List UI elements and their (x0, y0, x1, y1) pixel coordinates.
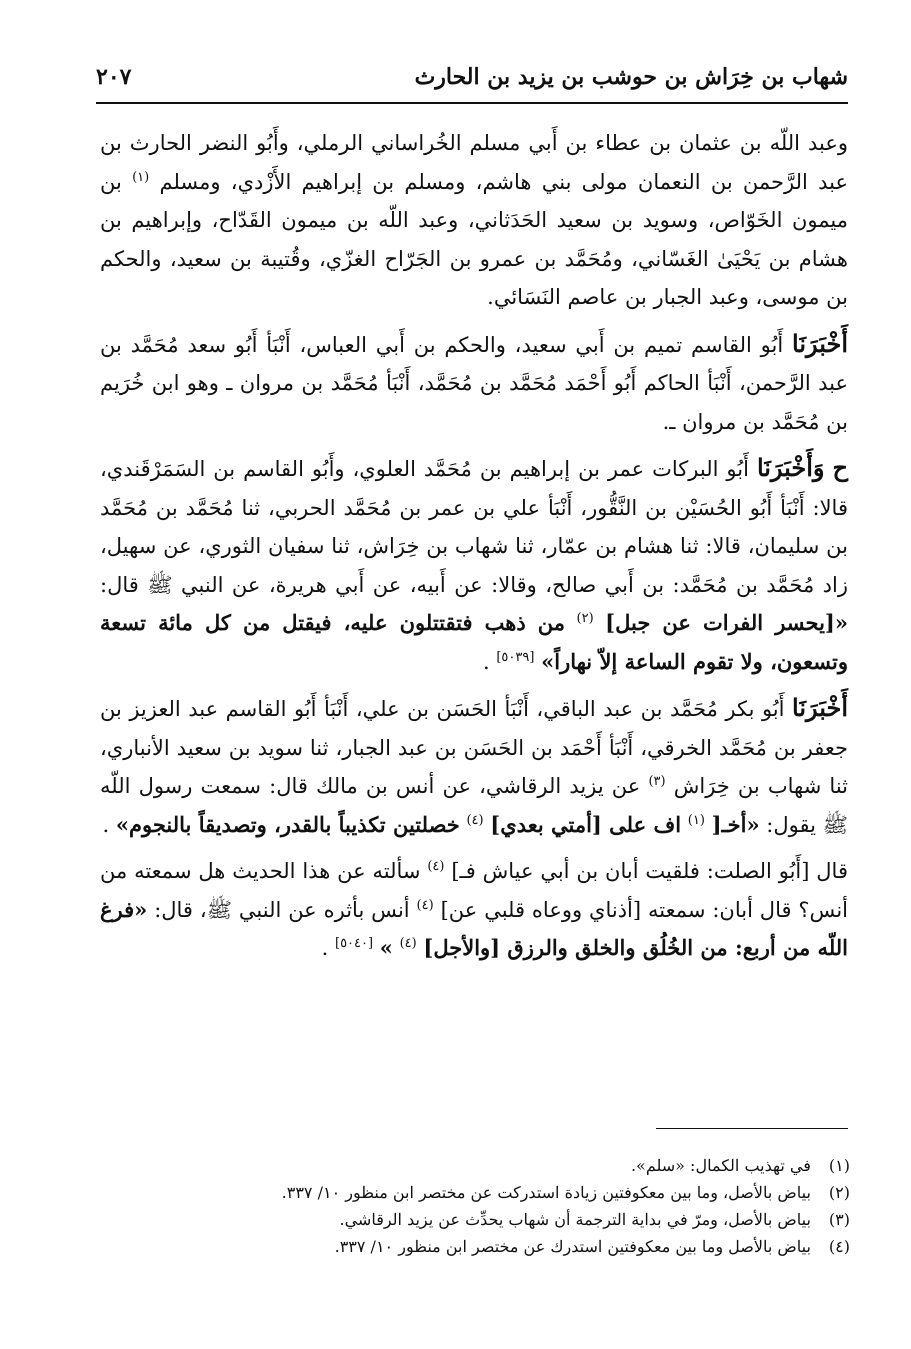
chain-lead-word: أَخْبَرَنَا (792, 693, 848, 722)
footnote-number: (٤) (828, 1237, 850, 1256)
footnote-number: (٢) (828, 1183, 850, 1202)
sentence-end: . (321, 936, 329, 960)
hadith-text: » (379, 935, 393, 960)
paragraph-text: أَبُو البركات عمر بن إبراهيم بن مُحَمَّد العلوي، وأَبُو القاسم بن السَمَرْقَندي، قالا: أَنْبَأ أَبُو الحُسَيْن بن النَّقُّور، أَنْبَأ علي بن عمر بن مُحَمَّد الحربي، ثنا مُحَمَّد بن مُحَمَّد بن سليمان، قالا: ثنا هشام بن عمّار، ثنا شهاب بن خِرَاش، ثنا سفيان الثوري، عن سهيل، زاد مُحَمَّد بن مُحَمَّد: بن أَبي صالح، وقالا: عن أَبيه، عن أَبي هريرة، عن النبي ﷺ قال: (100, 457, 848, 597)
footnote-ref: (٣) (648, 774, 666, 789)
paragraph-text: سألته عن هذا الحديث هل سمعته من أنس؟ قال أبان: سمعته [أذناي ووعاه قلبي عن] (100, 859, 848, 922)
footnote-item (160, 1233, 850, 1260)
header-title: شهاب بن خِرَاش بن حوشب بن يزيد بن الحارث (414, 64, 848, 90)
main-text (100, 124, 848, 976)
footnote-number: (٣) (828, 1210, 850, 1229)
hadith-text: اف على [أمتي بعدي] (490, 811, 682, 837)
hadith-text: «فرغ اللّه من أربع: من الخُلُق والخلق والرزق [والأجل] (100, 896, 848, 960)
footnote-number: (١) (828, 1156, 850, 1175)
hadith-number: [٥٠٤٠] (334, 936, 374, 951)
footnote-ref: (١) (132, 169, 150, 185)
paragraph-text: قال [أَبُو الصلت: فلقيت أبان بن أبي عياش فـ] (451, 859, 848, 883)
footnote-text: في تهذيب الكمال: «سلم». (630, 1156, 811, 1175)
chain-lead-word: أَخْبَرَنَا (792, 328, 848, 358)
footnote-text: بياض بالأصل وما بين معكوفتين استدرك عن مختصر ابن منظور ١٠/ ٣٣٧. (334, 1237, 811, 1256)
footnote-ref: (٤) (427, 859, 445, 874)
footnote-ref: (٢) (576, 611, 594, 626)
paragraph-text: أَبُو القاسم تميم بن أَبي سعيد، والحكم بن أَبي العباس، أَنْبَأ أَبُو سعد مُحَمَّد بن عبد الرَّحمن، أَنْبَأ الحاكم أَبُو أَحْمَد مُحَمَّد بن مُحَمَّد، أَنْبَأ مُحَمَّد بن مروان ـ وهو ابن خُرَيم بن مُحَمَّد بن مروان ـ. (100, 332, 848, 434)
hadith-text: خصلتين تكذيباً بالقدر، وتصديقاً بالنجوم» (115, 811, 460, 837)
paragraph-3 (100, 449, 848, 681)
hadith-number: [٥٠٣٩] (496, 649, 535, 665)
footnote-text: بياض بالأصل، وما بين معكوفتين زيادة استدركت عن مختصر ابن منظور ١٠/ ٣٣٧. (281, 1183, 811, 1202)
sentence-end: . (482, 649, 490, 674)
footnote-item (160, 1206, 850, 1233)
footnotes (160, 1152, 850, 1260)
paragraph-2 (100, 325, 848, 442)
footnote-divider (656, 1128, 848, 1129)
footnote-ref: (٤) (416, 897, 434, 913)
chain-lead-word: وَأَخْبَرَنَا (756, 453, 825, 482)
paragraph-5 (100, 852, 848, 968)
paragraph-1 (100, 124, 848, 317)
chain-prefix: ح (832, 453, 848, 482)
paragraph-text: عن يزيد الرقاشي، عن أنس بن مالك قال: سمعت رسول اللّه ﷺ يقول: (100, 774, 848, 837)
footnote-text: بياض بالأصل، ومرّ في بداية الترجمة أن شهاب يحدِّث عن يزيد الرقاشي. (339, 1210, 811, 1229)
footnote-item (160, 1179, 850, 1206)
paragraph-text: وعبد اللّه بن عثمان بن عطاء بن أَبي مسلم الخُراساني الرملي، وأَبُو النضر الحارث بن عبد الرَّحمن بن النعمان مولى بني هاشم، ومسلم بن إبراهيم الأَزْدي، ومسلم (100, 131, 848, 194)
footnote-ref: (٤) (466, 812, 484, 828)
sentence-end: . (102, 812, 110, 837)
footnote-item (160, 1152, 850, 1179)
hadith-text: من ذهب فتقتتلون عليه، فيقتل من كل مائة تسعة وتسعون، ولا تقوم الساعة إلاّ نهاراً» (100, 610, 848, 674)
page-number: ٢٠٧ (96, 64, 132, 90)
paragraph-4 (100, 689, 848, 844)
footnote-ref: (٤) (399, 936, 417, 951)
paragraph-text: بن ميمون الخَوّاص، وسويد بن سعيد الحَدَثاني، وعبد اللّه بن ميمون القَدّاح، وإبراهيم بن هشام بن يَحْيَىٰ الغَسّاني، ومُحَمَّد بن عمرو بن الجَرّاح الغزّي، وقُتيبة بن سعيد، والحكم بن موسى، وعبد الجبار بن عاصم النَسَائي. (100, 169, 848, 309)
footnote-ref: (١) (687, 812, 705, 828)
page-header (96, 58, 848, 104)
paragraph-text: أَبُو بكر مُحَمَّد بن عبد الباقي، أَنْبَأ الحَسَن بن علي، أَنْبَأ أَبُو القاسم عبد العزيز بن جعفر بن مُحَمَّد الخرقي، أَنْبَأ أَحْمَد بن الحَسَن بن عبد الجبار، ثنا سويد بن سعيد الأنباري، ثنا شهاب بن خِرَاش (100, 697, 849, 798)
hadith-text: «أخـ[ (711, 811, 760, 837)
paragraph-text: أنس بأثره عن النبي ﷺ، قال: (154, 897, 410, 922)
hadith-text: «[يحسر الفرات عن جبل] (605, 610, 848, 635)
